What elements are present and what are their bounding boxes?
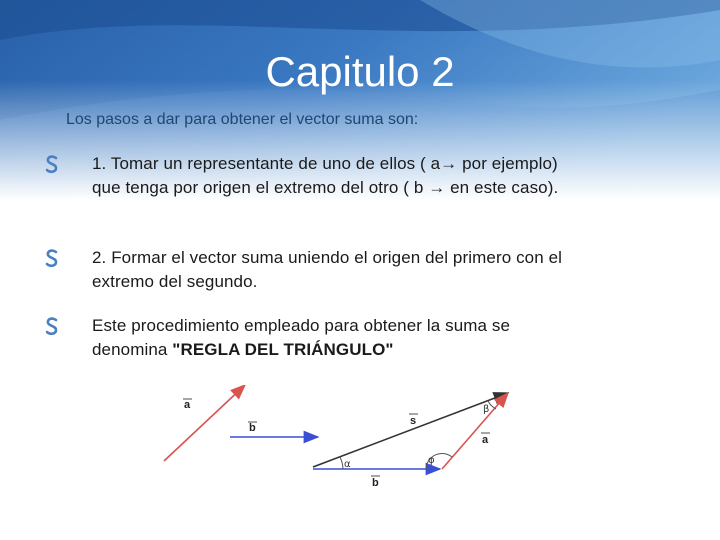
intro-text: Los pasos a dar para obtener el vector suma son:	[66, 111, 419, 128]
bullet-3-line-1: Este procedimiento empleado para obtener la suma se	[92, 316, 511, 335]
label-s: s	[410, 415, 417, 427]
bullet-2-line-2: extremo del segundo.	[92, 272, 258, 291]
vector-a-right	[442, 393, 508, 469]
bullet-s-icon	[44, 154, 60, 174]
label-alpha: α	[344, 459, 351, 470]
bullet-3-bold: "REGLA DEL TRIÁNGULO"	[172, 340, 394, 359]
label-phi: φ	[428, 455, 435, 466]
label-a-left: a	[184, 399, 191, 411]
label-b-left: b	[249, 422, 256, 434]
label-b-bottom: b	[372, 477, 379, 489]
bullet-1-line-2: que tenga por origen el extremo del otro ( b → en este caso).	[92, 178, 559, 197]
label-beta: β	[483, 404, 490, 415]
bullet-s-icon	[44, 316, 60, 336]
bullet-3-line-2	[92, 338, 692, 362]
bullet-2-line-1: 2. Formar el vector suma uniendo el origen del primero con el	[92, 248, 563, 267]
vector-s	[313, 393, 508, 467]
alpha-arc	[340, 457, 343, 469]
bullet-3-plain: denomina	[92, 340, 173, 359]
slide-title: Capitulo 2	[265, 48, 455, 95]
bullet-s-icon	[44, 248, 60, 268]
vector-diagram	[150, 385, 550, 495]
label-a-right: a	[482, 434, 489, 446]
vector-a-left	[164, 385, 245, 461]
bullet-1-line-1: 1. Tomar un representante de uno de ellos ( a→ por ejemplo)	[92, 154, 558, 173]
